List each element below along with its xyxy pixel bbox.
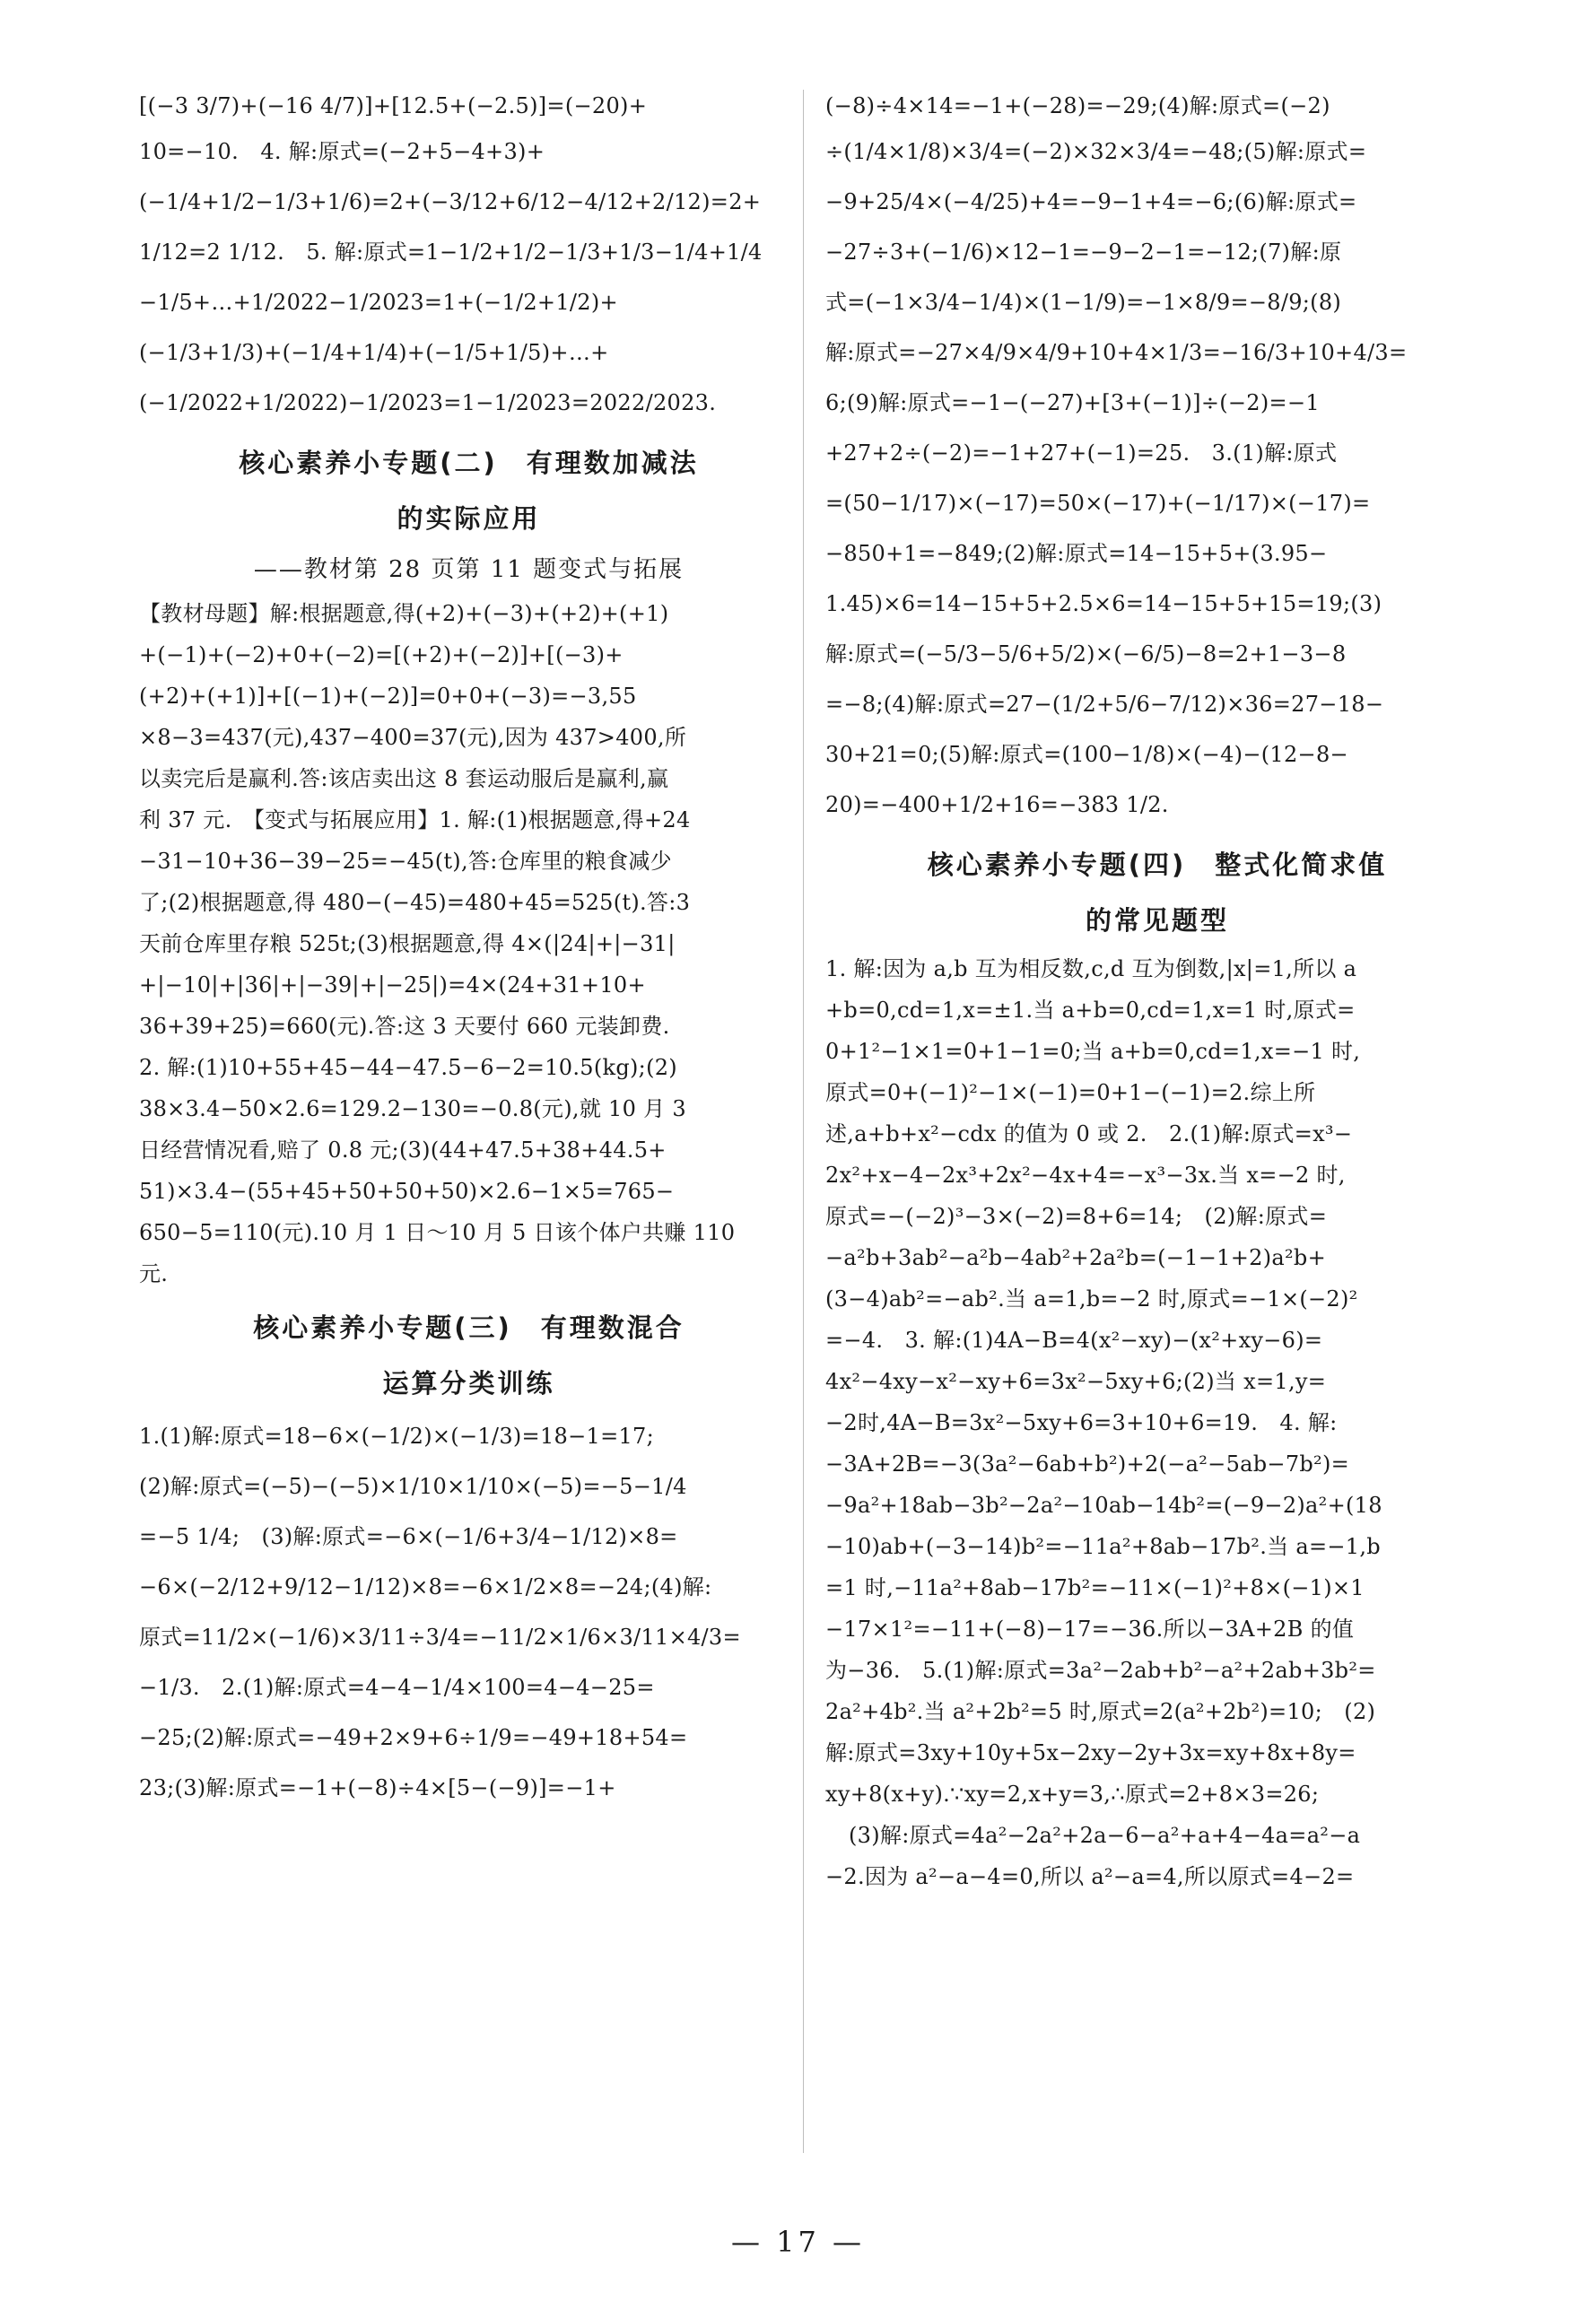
section-4: [825, 837, 1489, 1897]
text-line: 利 37 元. 【变式与拓展应用】1. 解:(1)根据题意,得+24: [139, 807, 691, 832]
text-line: −850+1=−849;(2)解:原式=14−15+5+(3.95−: [825, 541, 1328, 566]
section-2: [139, 435, 798, 1294]
section-3: [139, 1300, 798, 1813]
text-line: =(50−1/17)×(−17)=50×(−17)+(−1/17)×(−17)=: [825, 491, 1371, 516]
text-line: =−4. 3. 解:(1)4A−B=4(x²−xy)−(x²+xy−6)=: [825, 1328, 1323, 1353]
text-line: −25;(2)解:原式=−49+2×9+6÷1/9=−49+18+54=: [139, 1725, 688, 1750]
text-line: −1/3. 2.(1)解:原式=4−4−1/4×100=4−4−25=: [139, 1675, 655, 1700]
section-title: 核心素养小专题(三) 有理数混合: [253, 1312, 685, 1343]
text-line: −31−10+36−39−25=−45(t),答:仓库里的粮食减少: [139, 849, 672, 874]
text-line: 原式=11/2×(−1/6)×3/11÷3/4=−11/2×1/6×3/11×4/3=: [139, 1625, 741, 1650]
text-line: (−1/4+1/2−1/3+1/6)=2+(−3/12+6/12−4/12+2/12)=2+: [139, 189, 762, 214]
text-line: 6;(9)解:原式=−1−(−27)+[3+(−1)]÷(−2)=−1: [825, 390, 1320, 415]
text-line: −27÷3+(−1/6)×12−1=−9−2−1=−12;(7)解:原: [825, 240, 1342, 265]
text-line: 解:原式=−27×4/9×4/9+10+4×1/3=−16/3+10+4/3=: [825, 340, 1408, 365]
text-line: −2.因为 a²−a−4=0,所以 a²−a=4,所以原式=4−2=: [825, 1864, 1355, 1889]
section-title: 核心素养小专题(四) 整式化简求值: [927, 850, 1388, 880]
text-line: 51)×3.4−(55+45+50+50+50)×2.6−1×5=765−: [139, 1179, 675, 1204]
text-line: 述,a+b+x²−cdx 的值为 0 或 2. 2.(1)解:原式=x³−: [825, 1121, 1353, 1146]
text-line: −1/5+…+1/2022−1/2023=1+(−1/2+1/2)+: [139, 290, 618, 315]
text-line: −9a²+18ab−3b²−2a²−10ab−14b²=(−9−2)a²+(18: [825, 1493, 1382, 1518]
text-line: (3−4)ab²=−ab².当 a=1,b=−2 时,原式=−1×(−2)²: [825, 1286, 1358, 1312]
section-title: 的实际应用: [397, 503, 541, 534]
left-column: [139, 85, 798, 1813]
text-line: +b=0,cd=1,x=±1.当 a+b=0,cd=1,x=1 时,原式=: [825, 998, 1356, 1023]
text-line: 20)=−400+1/2+16=−383 1/2.: [825, 792, 1169, 817]
section-title: 核心素养小专题(二) 有理数加减法: [239, 448, 699, 478]
text-line: 原式=0+(−1)²−1×(−1)=0+1−(−1)=2.综上所: [825, 1080, 1316, 1105]
text-line: 2a²+4b².当 a²+2b²=5 时,原式=2(a²+2b²)=10; (2): [825, 1699, 1376, 1724]
text-line: 4x²−4xy−x²−xy+6=3x²−5xy+6;(2)当 x=1,y=: [825, 1369, 1327, 1394]
text-line: 650−5=110(元).10 月 1 日～10 月 5 日该个体户共赚 110: [139, 1220, 736, 1245]
text-line: 2x²+x−4−2x³+2x²−4x+4=−x³−3x.当 x=−2 时,: [825, 1163, 1346, 1188]
right-intro-block: [825, 85, 1489, 830]
text-line: −2时,4A−B=3x²−5xy+6=3+10+6=19. 4. 解:: [825, 1410, 1338, 1435]
left-intro-block: [139, 85, 798, 428]
text-line: 10=−10. 4. 解:原式=(−2+5−4+3)+: [139, 139, 545, 164]
text-line: 0+1²−1×1=0+1−1=0;当 a+b=0,cd=1,x=−1 时,: [825, 1039, 1361, 1064]
text-line: 以卖完后是赢利.答:该店卖出这 8 套运动服后是赢利,赢: [139, 766, 669, 791]
text-line: −10)ab+(−3−14)b²=−11a²+8ab−17b².当 a=−1,b: [825, 1534, 1381, 1559]
text-line: 为−36. 5.(1)解:原式=3a²−2ab+b²−a²+2ab+3b²=: [825, 1658, 1376, 1683]
text-line: =−8;(4)解:原式=27−(1/2+5/6−7/12)×36=27−18−: [825, 692, 1384, 717]
text-line: (+2)+(+1)]+[(−1)+(−2)]=0+0+(−3)=−3,55: [139, 684, 637, 709]
text-line: (−1/3+1/3)+(−1/4+1/4)+(−1/5+1/5)+…+: [139, 340, 609, 365]
text-line: 天前仓库里存粮 525t;(3)根据题意,得 4×(|24|+|−31|: [139, 931, 676, 956]
text-line: 1.45)×6=14−15+5+2.5×6=14−15+5+15=19;(3): [825, 591, 1382, 616]
text-line: xy+8(x+y).∵xy=2,x+y=3,∴原式=2+8×3=26;: [825, 1782, 1320, 1807]
text-line: 30+21=0;(5)解:原式=(100−1/8)×(−4)−(12−8−: [825, 742, 1348, 767]
text-line: 原式=−(−2)³−3×(−2)=8+6=14; (2)解:原式=: [825, 1204, 1328, 1229]
text-line: 1/12=2 1/12. 5. 解:原式=1−1/2+1/2−1/3+1/3−1/4+1/4: [139, 240, 763, 265]
text-line: 23;(3)解:原式=−1+(−8)÷4×[5−(−9)]=−1+: [139, 1775, 616, 1800]
text-line: (−1/2022+1/2022)−1/2023=1−1/2023=2022/2023.: [139, 390, 717, 415]
text-line: +27+2÷(−2)=−1+27+(−1)=25. 3.(1)解:原式: [825, 440, 1338, 466]
text-line: −6×(−2/12+9/12−1/12)×8=−6×1/2×8=−24;(4)解:: [139, 1574, 712, 1599]
section-title: 的常见题型: [1085, 905, 1229, 936]
text-line: ×8−3=437(元),437−400=37(元),因为 437>400,所: [139, 725, 687, 750]
page-number: — 17 —: [730, 2225, 866, 2259]
text-line: 【教材母题】解:根据题意,得(+2)+(−3)+(+2)+(+1): [139, 601, 669, 626]
text-line: 式=(−1×3/4−1/4)×(1−1/9)=−1×8/9=−8/9;(8): [825, 290, 1342, 315]
text-line: −3A+2B=−3(3a²−6ab+b²)+2(−a²−5ab−7b²)=: [825, 1451, 1350, 1477]
text-line: (2)解:原式=(−5)−(−5)×1/10×1/10×(−5)=−5−1/4: [139, 1474, 687, 1499]
text-line: +|−10|+|36|+|−39|+|−25|)=4×(24+31+10+: [139, 972, 646, 998]
text-line: 解:原式=(−5/3−5/6+5/2)×(−6/5)−8=2+1−3−8: [825, 641, 1347, 667]
text-line: 36+39+25)=660(元).答:这 3 天要付 660 元装卸费.: [139, 1014, 670, 1039]
section-title: 运算分类训练: [382, 1368, 555, 1399]
text-line: −17×1²=−11+(−8)−17=−36.所以−3A+2B 的值: [825, 1617, 1355, 1642]
text-line: 2. 解:(1)10+55+45−44−47.5−6−2=10.5(kg);(2): [139, 1055, 677, 1080]
text-line: =−5 1/4; (3)解:原式=−6×(−1/6+3/4−1/12)×8=: [139, 1524, 678, 1549]
text-line: (3)解:原式=4a²−2a²+2a−6−a²+a+4−4a=a²−a: [849, 1823, 1361, 1848]
text-line: (−8)÷4×14=−1+(−28)=−29;(4)解:原式=(−2): [825, 93, 1330, 118]
section-subtitle: ——教材第 28 页第 11 题变式与拓展: [253, 556, 685, 583]
text-line: −a²b+3ab²−a²b−4ab²+2a²b=(−1−1+2)a²b+: [825, 1245, 1326, 1270]
text-line: [(−3 3/7)+(−16 4/7)]+[12.5+(−2.5)]=(−20)+: [139, 93, 648, 118]
text-line: ÷(1/4×1/8)×3/4=(−2)×32×3/4=−48;(5)解:原式=: [825, 139, 1367, 164]
text-line: =1 时,−11a²+8ab−17b²=−11×(−1)²+8×(−1)×1: [825, 1575, 1365, 1600]
right-column: [825, 85, 1489, 1897]
text-line: 38×3.4−50×2.6=129.2−130=−0.8(元),就 10 月 3: [139, 1096, 686, 1121]
text-line: 1.(1)解:原式=18−6×(−1/2)×(−1/3)=18−1=17;: [139, 1424, 655, 1449]
text-line: −9+25/4×(−4/25)+4=−9−1+4=−6;(6)解:原式=: [825, 189, 1357, 214]
text-line: 解:原式=3xy+10y+5x−2xy−2y+3x=xy+8x+8y=: [825, 1740, 1356, 1765]
text-line: 了;(2)根据题意,得 480−(−45)=480+45=525(t).答:3: [139, 890, 691, 915]
text-line: 元.: [139, 1261, 169, 1286]
text-line: +(−1)+(−2)+0+(−2)=[(+2)+(−2)]+[(−3)+: [139, 642, 624, 667]
text-line: 日经营情况看,赔了 0.8 元;(3)(44+47.5+38+44.5+: [139, 1137, 667, 1163]
column-divider: [803, 90, 804, 2153]
text-line: 1. 解:因为 a,b 互为相反数,c,d 互为倒数,|x|=1,所以 a: [825, 956, 1357, 981]
